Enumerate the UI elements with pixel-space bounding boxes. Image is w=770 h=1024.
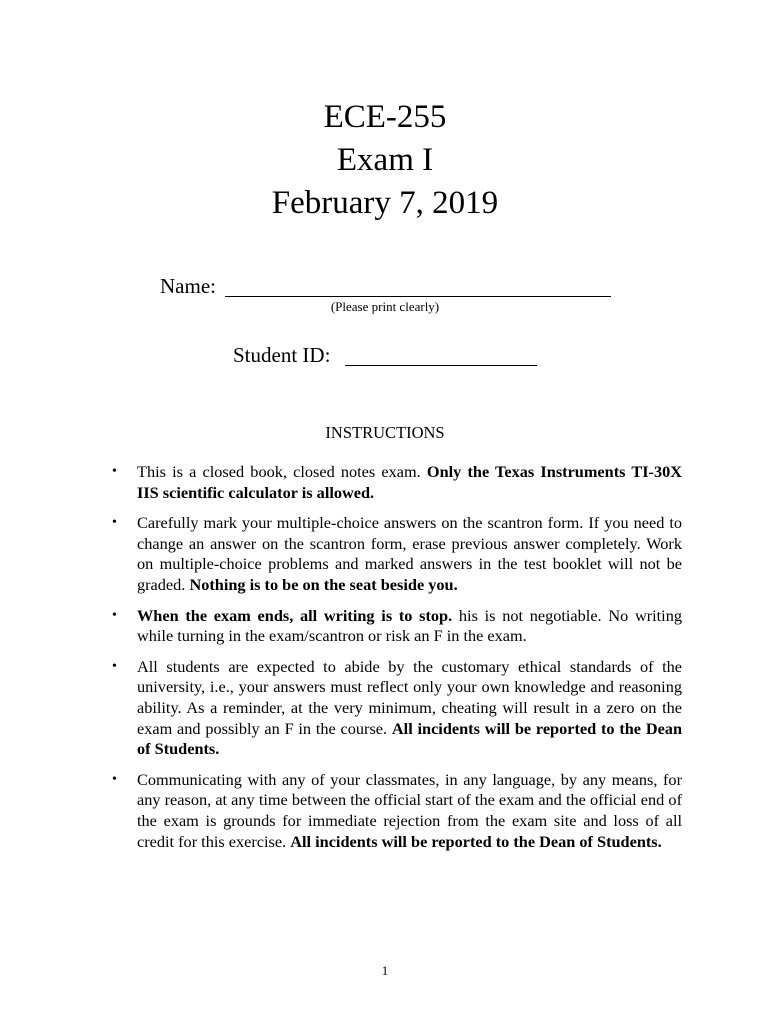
print-clearly-note: (Please print clearly) [330, 299, 440, 314]
exam-title: Exam I [336, 142, 434, 178]
instruction-bold-text: When the exam ends, all writing is to stop. [137, 605, 453, 625]
student-id-field-line[interactable] [345, 365, 537, 366]
bullet-icon: • [112, 464, 117, 479]
name-field-line[interactable] [225, 296, 611, 297]
instruction-item [112, 462, 682, 503]
student-id-label: Student ID: [233, 343, 331, 367]
bullet-icon: • [112, 607, 117, 623]
instruction-plain-text: Carefully mark your multiple-choice answers on the scantron form. If you need to change an answer on the scantron form, erase previous answer completely. Work on multiple-choice problems and marked answers in the test booklet will not be graded. [137, 513, 682, 594]
instruction-item [112, 606, 682, 647]
instruction-text [137, 606, 682, 647]
instruction-plain-text: his is not negotiable. No writing while turning in the exam/scantron or risk an F in the exam. [137, 605, 682, 646]
instruction-bold-text: All incidents will be reported to the Dean of Students. [290, 831, 662, 851]
instruction-bold-text: All incidents will be reported to the Dean of Students. [137, 718, 682, 759]
instruction-plain-text: Communicating with any of your classmates, in any language, by any means, for any reason, at any time between the official start of the exam and the official end of the exam is grounds for immediate rejection from the exam site and loss of all credit for this exercise. [137, 769, 682, 851]
bullet-icon: • [112, 515, 117, 531]
instruction-text [137, 770, 682, 852]
instruction-item [112, 770, 682, 852]
instruction-plain-text: This is a closed book, closed notes exam. [137, 462, 427, 481]
bullet-icon: • [112, 658, 117, 674]
instruction-text [137, 657, 682, 760]
exam-date: February 7, 2019 [271, 185, 499, 221]
instruction-bold-text: Nothing is to be on the seat beside you. [189, 574, 458, 594]
bullet-icon: • [112, 771, 117, 787]
instruction-text [137, 513, 682, 595]
instruction-item [112, 513, 682, 595]
instructions-heading: INSTRUCTIONS [325, 423, 445, 442]
instruction-text [137, 462, 682, 503]
page-number: 1 [381, 963, 389, 978]
instruction-item [112, 657, 682, 760]
instruction-plain-text: All students are expected to abide by the customary ethical standards of the university, i.e., your answers must reflect only your own knowledge and reasoning ability. As a reminder, at the very minimum, cheating will result in a zero on the exam and possibly an F in the course. [137, 656, 682, 738]
name-label: Name: [160, 274, 216, 298]
instruction-bold-text: Only the Texas Instruments TI-30X IIS scientific calculator is allowed. [137, 462, 682, 502]
course-code: ECE-255 [323, 99, 447, 135]
instructions-list [112, 462, 682, 862]
